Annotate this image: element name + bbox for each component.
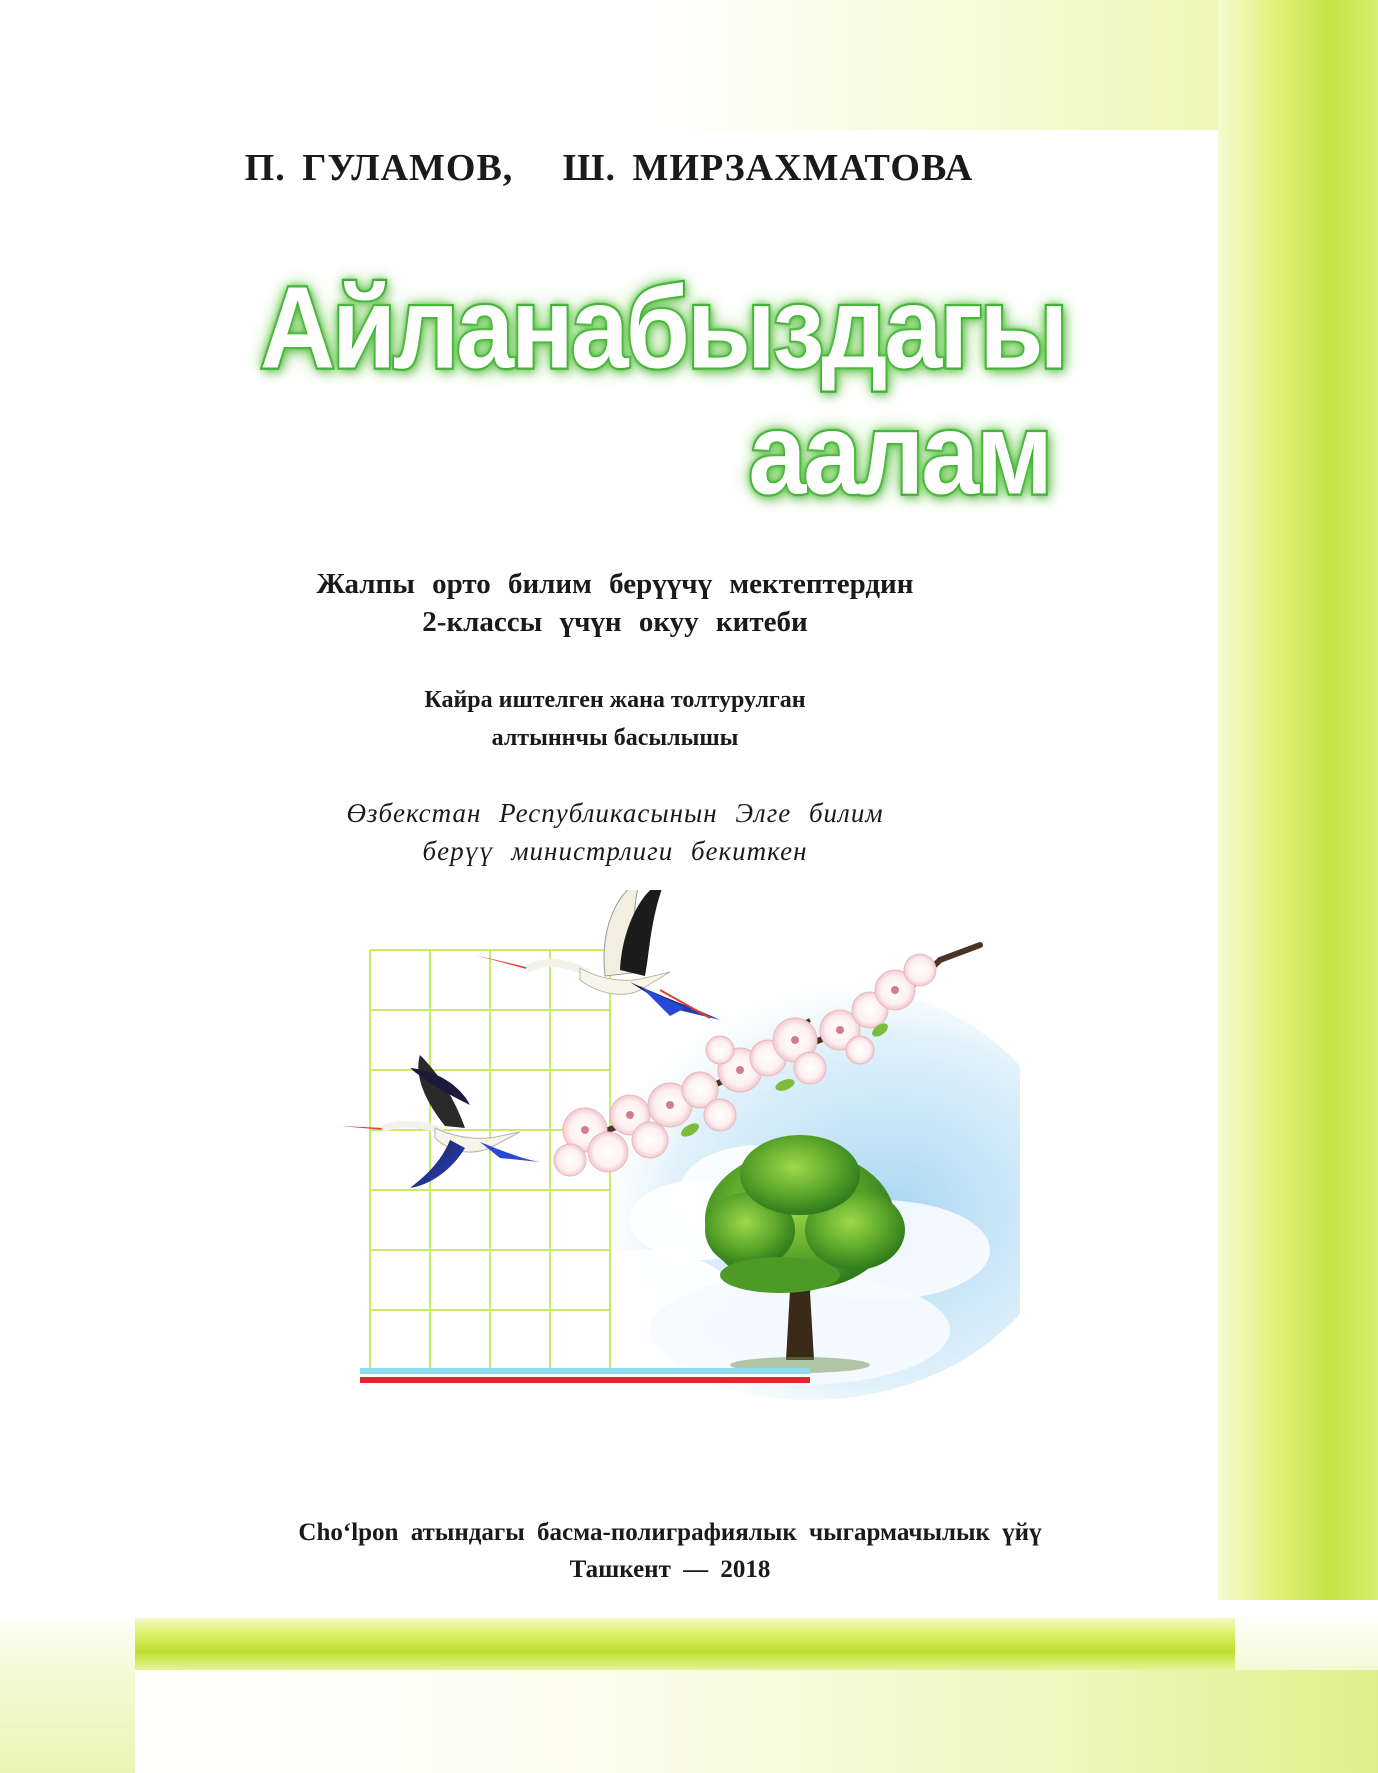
- subtitle-line-2: 2-классы үчүн окуу китеби: [422, 606, 808, 638]
- tricolor-stripes: [360, 1368, 810, 1383]
- cover-illustration: [340, 890, 1020, 1470]
- edition-line-1: Кайра иштелген жана толтурулган: [424, 687, 806, 713]
- approval-line-1: Өзбекстан Республикасынын Элге билим: [346, 798, 884, 828]
- title-line-1: Айланабыздагы: [260, 263, 1066, 394]
- approval-line-2: берүү министрлиги бекиткен: [422, 836, 808, 866]
- publisher-city-year: Ташкент — 2018: [569, 1556, 771, 1583]
- publisher-name: Cho‘lpon атындагы басма-полиграфиялык чыгармачылык үйү: [298, 1519, 1042, 1546]
- authors: П. ГУЛАМОВ, Ш. МИРЗАХМАТОВА: [244, 147, 974, 189]
- bottom-green-bar: [135, 1618, 1235, 1670]
- stork-icon: [475, 890, 720, 1020]
- subtitle-line-1: Жалпы орто билим берүүчү мектептердин: [316, 568, 914, 600]
- right-frame: [1218, 0, 1378, 1773]
- edition-line-2: алтыннчы басылышы: [491, 725, 739, 751]
- bottom-fade: [135, 1670, 1378, 1773]
- title-line-2: аалам: [748, 389, 1050, 520]
